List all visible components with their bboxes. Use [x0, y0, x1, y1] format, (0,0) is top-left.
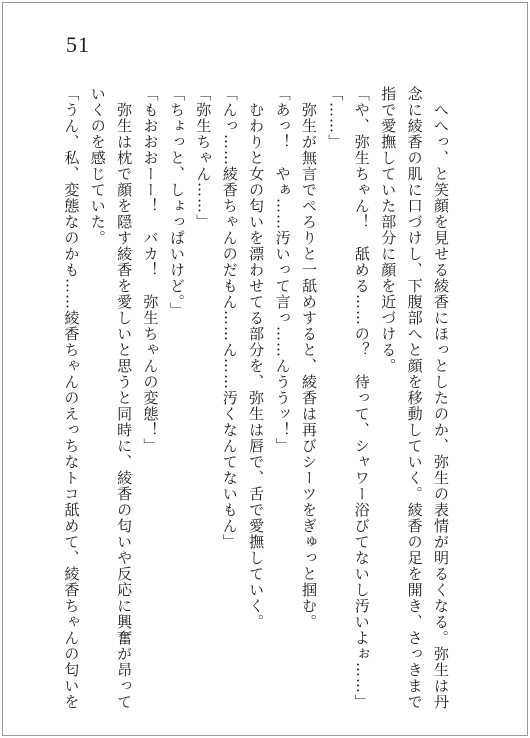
- text-line: 「うん、私、変態なのかも……綾香ちゃんのえっちなトコ舐めて、綾香ちゃんの匂いを: [62, 86, 81, 710]
- text-line: 弥生は枕で顔を隠す綾香を愛しいと思うと同時に、綾香の匂いや反応に興奮が昂って: [115, 86, 134, 710]
- text-line: いくのを感じていた。: [88, 86, 107, 246]
- text-line: 「んっ……綾香ちゃんのだもん……ん……汚くなんてないもん」: [220, 86, 239, 550]
- text-line: 弥生が無言でぺろりと一舐めすると、綾香は再びシーツをぎゅっと掴む。: [299, 86, 318, 630]
- text-line: 「や、弥生ちゃん！ 舐める……の？ 待って、シャワー浴びてないし汚いよぉ……」: [352, 86, 371, 710]
- text-line: 指で愛撫していた部分に顔を近づける。: [379, 86, 398, 374]
- text-line: 「……」: [326, 86, 345, 150]
- text-line: 「ちょっと、しょっぱいけど。」: [167, 86, 186, 319]
- text-line: 念に綾香の肌に口づけし、下腹部へと顔を移動していく。綾香の足を開き、さっきまで: [405, 86, 424, 710]
- text-line: 「弥生ちゃん……」: [194, 86, 213, 230]
- text-line: へへっ、と笑顔を見せる綾香にほっとしたのか、弥生の表情が明るくなる。弥生は丹: [432, 86, 450, 710]
- vertical-text-block: [58, 86, 454, 710]
- text-line: むわりと女の匂いを漂わせてる部分を、弥生は唇で、舌で愛撫していく。: [247, 86, 266, 630]
- text-line: 「もおおおーー！ バカ！ 弥生ちゃんの変態！」: [141, 86, 160, 454]
- page-number: 51: [66, 32, 90, 57]
- text-line: 「あっ！ やぁ……汚いって言っ……んううッ！」: [273, 86, 292, 454]
